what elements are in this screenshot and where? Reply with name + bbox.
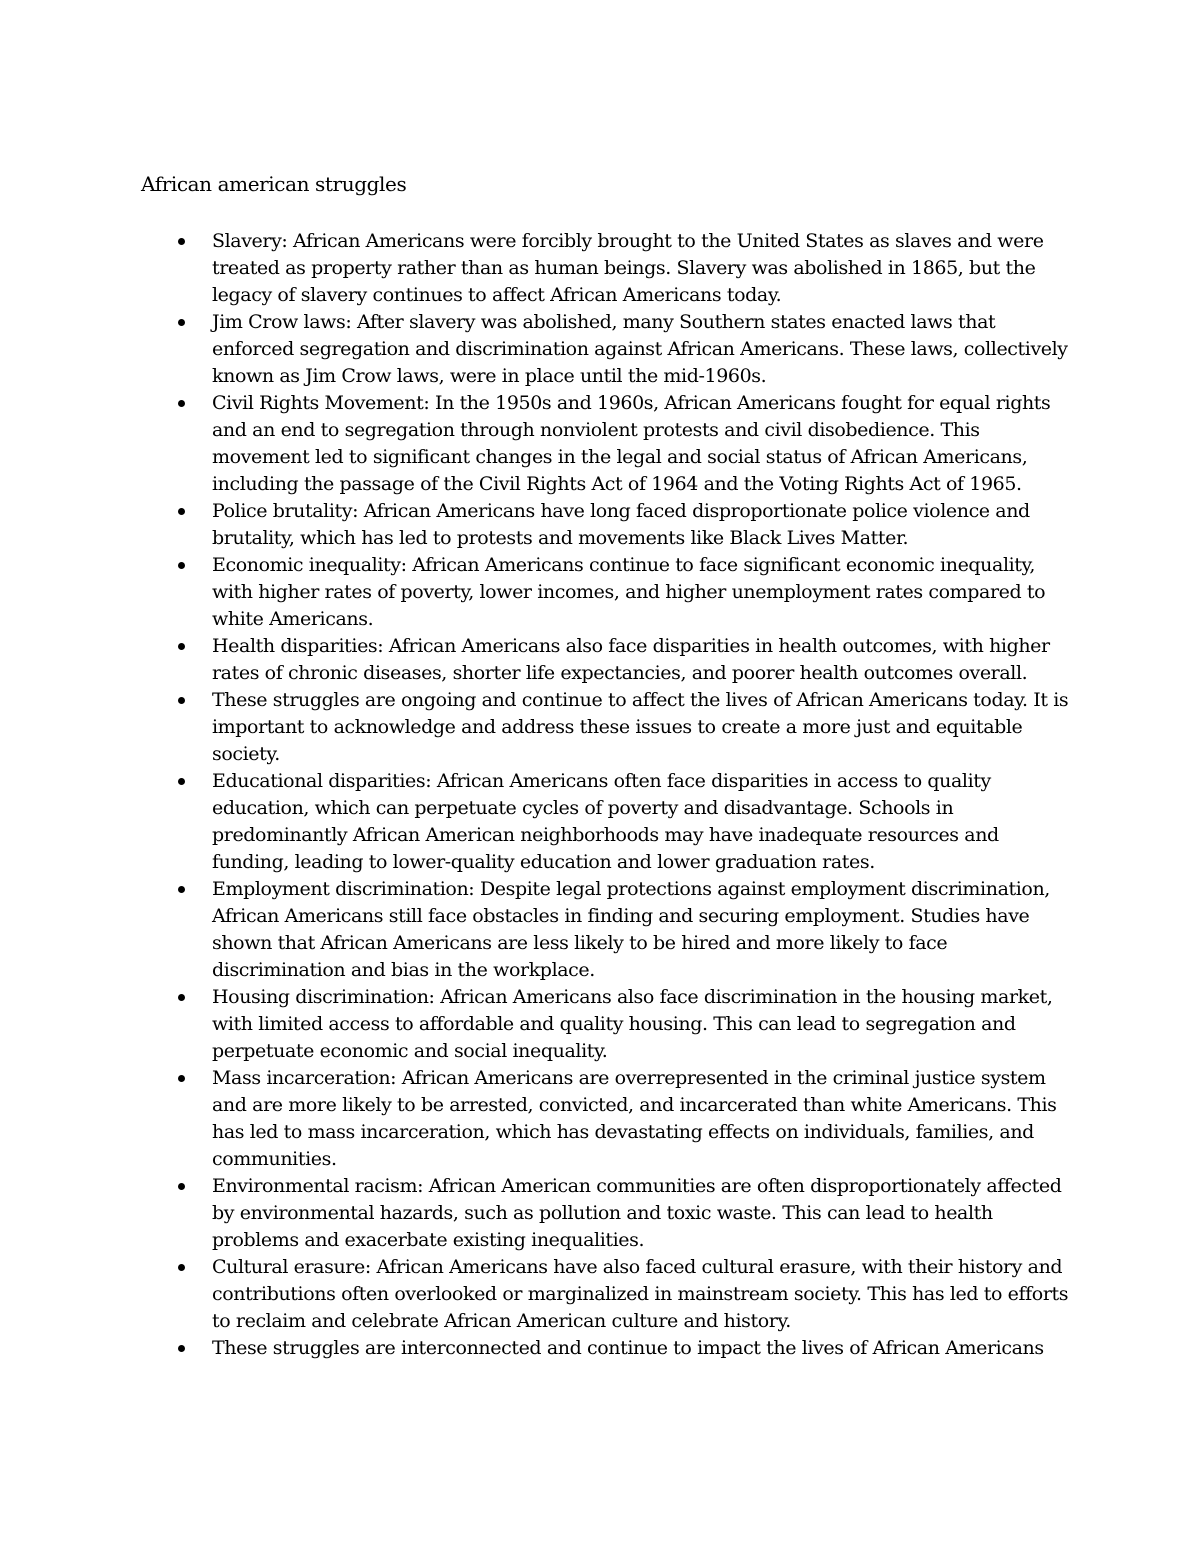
list-item	[0, 552, 1070, 633]
list-item	[0, 228, 1070, 309]
bullet-icon	[178, 1264, 185, 1271]
document-title: African american struggles	[141, 172, 407, 196]
list-item-text: Housing discrimination: African Americans also face discrimination in the housing market, with limited access to affordable and quality housing. This can lead to segregation and perpetuate economic and social inequality.	[212, 986, 1053, 1062]
list-item	[0, 984, 1070, 1065]
bullet-list	[0, 228, 1200, 1362]
list-item-text: Educational disparities: African Americans often face disparities in access to quality education, which can perpetuate cycles of poverty and disadvantage. Schools in predominantly African American neighborhoods may have inadequate resources and funding, leading to lower-quality education and lower graduation rates.	[212, 770, 999, 873]
bullet-icon	[178, 886, 185, 893]
list-item	[0, 309, 1070, 390]
bullet-icon	[178, 238, 185, 245]
list-item	[0, 498, 1070, 552]
bullet-icon	[178, 994, 185, 1001]
list-item	[0, 876, 1070, 984]
list-item	[0, 1173, 1070, 1254]
list-item	[0, 768, 1070, 876]
list-item	[0, 633, 1070, 687]
bullet-icon	[178, 1075, 185, 1082]
list-item	[0, 390, 1070, 498]
list-item-text: Slavery: African Americans were forcibly brought to the United States as slaves and were treated as property rather than as human beings. Slavery was abolished in 1865, but the legacy of slavery continues to affect African Americans today.	[212, 230, 1044, 306]
bullet-icon	[178, 508, 185, 515]
list-item-text: Economic inequality: African Americans continue to face significant economic inequality, with higher rates of poverty, lower incomes, and higher unemployment rates compared to white Americans.	[212, 554, 1046, 630]
bullet-icon	[178, 643, 185, 650]
bullet-icon	[178, 1345, 185, 1352]
list-item-text: Environmental racism: African American communities are often disproportionately affected by environmental hazards, such as pollution and toxic waste. This can lead to health problems and exacerbate existing inequalities.	[212, 1175, 1062, 1251]
list-item-text: Health disparities: African Americans also face disparities in health outcomes, with higher rates of chronic diseases, shorter life expectancies, and poorer health outcomes overall.	[212, 635, 1050, 684]
bullet-icon	[178, 778, 185, 785]
bullet-icon	[178, 1183, 185, 1190]
list-item-text: Employment discrimination: Despite legal protections against employment discrimination, African Americans still face obstacles in finding and securing employment. Studies have shown that African Americans are less likely to be hired and more likely to face discrimination and bias in the workplace.	[212, 878, 1050, 981]
list-item	[0, 1254, 1070, 1335]
list-item	[0, 1065, 1070, 1173]
list-item	[0, 687, 1070, 768]
bullet-icon	[178, 400, 185, 407]
bullet-icon	[178, 319, 185, 326]
list-item-text: These struggles are interconnected and continue to impact the lives of African Americans	[212, 1337, 1044, 1359]
bullet-icon	[178, 697, 185, 704]
bullet-icon	[178, 562, 185, 569]
list-item-text: Jim Crow laws: After slavery was abolished, many Southern states enacted laws that enforced segregation and discrimination against African Americans. These laws, collectively known as Jim Crow laws, were in place until the mid-1960s.	[212, 311, 1068, 387]
list-item-text: Civil Rights Movement: In the 1950s and 1960s, African Americans fought for equal rights and an end to segregation through nonviolent protests and civil disobedience. This movement led to significant changes in the legal and social status of African Americans, including the passage of the Civil Rights Act of 1964 and the Voting Rights Act of 1965.	[212, 392, 1051, 495]
list-item-text: Cultural erasure: African Americans have also faced cultural erasure, with their history and contributions often overlooked or marginalized in mainstream society. This has led to efforts to reclaim and celebrate African American culture and history.	[212, 1256, 1069, 1332]
list-item-text: Mass incarceration: African Americans are overrepresented in the criminal justice system and are more likely to be arrested, convicted, and incarcerated than white Americans. This has led to mass incarceration, which has devastating effects on individuals, families, and communities.	[212, 1067, 1057, 1170]
list-item-text: These struggles are ongoing and continue to affect the lives of African Americans today. It is important to acknowledge and address these issues to create a more just and equitable society.	[212, 689, 1069, 765]
list-item-text: Police brutality: African Americans have long faced disproportionate police violence and brutality, which has led to protests and movements like Black Lives Matter.	[212, 500, 1030, 549]
list-item	[0, 1335, 1070, 1362]
